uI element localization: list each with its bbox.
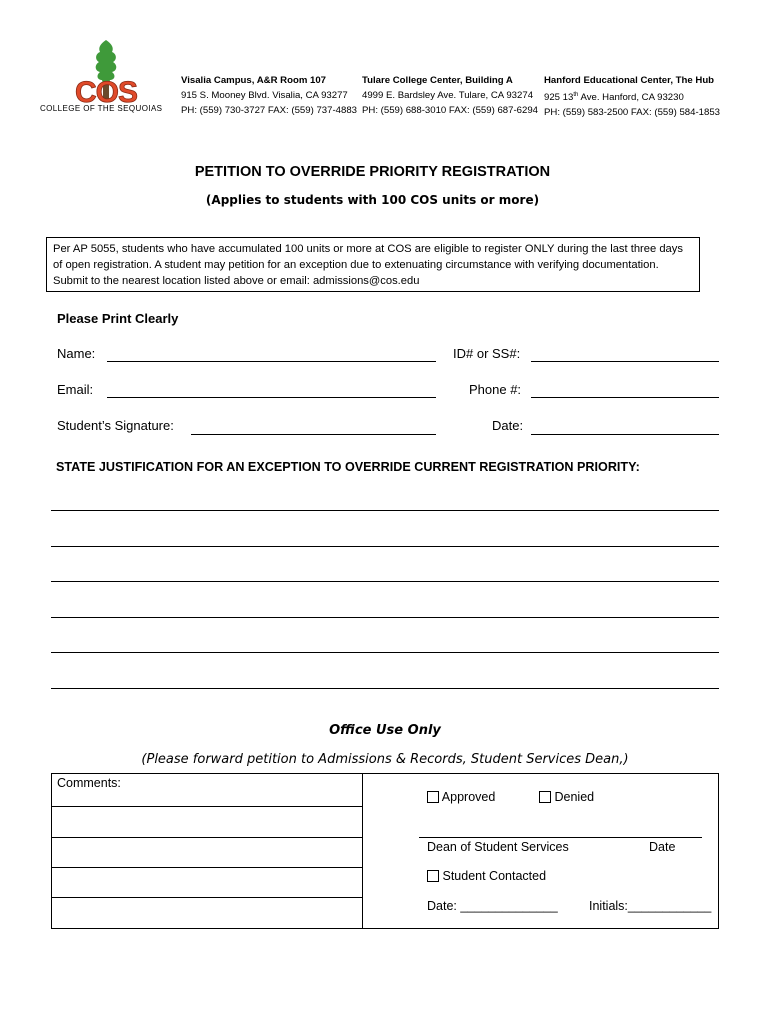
comments-row[interactable]	[51, 898, 363, 929]
student-contacted-label: Student Contacted	[442, 869, 547, 883]
denied-label: Denied	[554, 790, 595, 804]
comments-row[interactable]	[51, 868, 363, 898]
student-contacted-option[interactable]	[427, 869, 546, 883]
dean-label: Dean of Student Services	[427, 840, 569, 854]
campus-address: 925 13th Ave. Hanford, CA 93230	[544, 92, 684, 104]
office-date-field[interactable]: Date: ______________	[427, 899, 558, 913]
page-title: PETITION TO OVERRIDE PRIORITY REGISTRATION	[194, 164, 551, 180]
campus-name: Tulare College Center, Building A	[362, 75, 513, 86]
comments-row[interactable]	[51, 807, 363, 838]
page-subtitle: (Applies to students with 100 COS units or more)	[205, 193, 540, 207]
justification-line[interactable]	[51, 617, 719, 618]
date-field[interactable]	[531, 434, 719, 435]
campus-name: Hanford Educational Center, The Hub	[544, 75, 715, 86]
phone-label: Phone #:	[469, 382, 522, 397]
campus-visalia	[181, 73, 357, 118]
email-label: Email:	[57, 382, 94, 397]
email-field[interactable]	[107, 397, 436, 398]
initials-field[interactable]: Initials:____________	[589, 899, 712, 913]
dean-signature-line[interactable]	[419, 837, 702, 838]
logo-tagline: COLLEGE OF THE SEQUOIAS	[40, 104, 163, 113]
name-label: Name:	[57, 346, 96, 361]
office-use-note: (Please forward petition to Admissions & Records, Student Services Dean,)	[141, 752, 629, 767]
campus-hanford	[544, 73, 720, 120]
dean-date-label: Date	[649, 840, 676, 854]
justification-line[interactable]	[51, 546, 719, 547]
form-heading: Please Print Clearly	[57, 311, 179, 326]
justification-line[interactable]	[51, 652, 719, 653]
campus-address: 4999 E. Bardsley Ave. Tulare, CA 93274	[362, 90, 534, 101]
name-field[interactable]	[107, 361, 436, 362]
justification-line[interactable]	[51, 510, 719, 511]
campus-tulare	[362, 73, 538, 118]
campus-address: 915 S. Mooney Blvd. Visalia, CA 93277	[181, 90, 348, 101]
campus-phone: PH: (559) 583-2500 FAX: (559) 584-1853	[544, 107, 720, 119]
id-field[interactable]	[531, 361, 719, 362]
date-label: Date:	[492, 418, 524, 433]
signature-field[interactable]	[191, 434, 436, 435]
office-use-heading: Office Use Only	[329, 723, 441, 738]
comments-cell[interactable]	[51, 773, 363, 807]
phone-field[interactable]	[531, 397, 719, 398]
justification-line[interactable]	[51, 688, 719, 689]
justification-line[interactable]	[51, 581, 719, 582]
signature-label: Student’s Signature:	[57, 418, 174, 433]
svg-text:COS: COS	[74, 76, 138, 109]
student-contacted-checkbox[interactable]	[427, 870, 439, 882]
approved-option[interactable]	[427, 790, 495, 804]
campus-phone: PH: (559) 688-3010 FAX: (559) 687-6294	[362, 105, 538, 116]
denied-option[interactable]	[539, 790, 594, 804]
campus-phone: PH: (559) 730-3727 FAX: (559) 737-4883	[181, 105, 357, 116]
justification-heading: STATE JUSTIFICATION FOR AN EXCEPTION TO OVERRIDE CURRENT REGISTRATION PRIORITY:	[56, 460, 640, 474]
id-label: ID# or SS#:	[453, 346, 521, 361]
policy-notice: Per AP 5055, students who have accumulated 100 units or more at COS are eligible to register ONLY during the last three days of open registration. A student may petition for an exception due to extenuating circumstance with verifying documentation. Submit to the nearest location listed above or email: admissions@cos.edu	[46, 237, 700, 292]
comments-label: Comments:	[57, 776, 121, 790]
approved-label: Approved	[441, 790, 496, 804]
comments-row[interactable]	[51, 838, 363, 868]
campus-name: Visalia Campus, A&R Room 107	[181, 75, 327, 86]
approved-checkbox[interactable]	[427, 791, 439, 803]
denied-checkbox[interactable]	[539, 791, 551, 803]
